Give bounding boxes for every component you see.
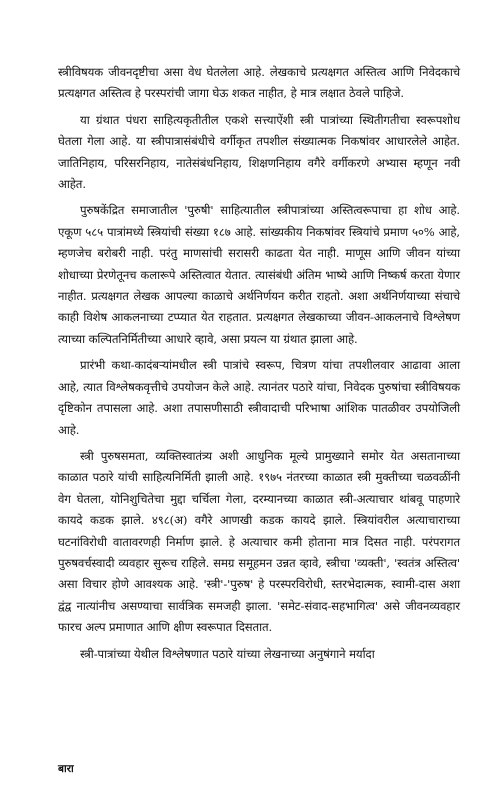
paragraph-6: स्त्री-पात्रांच्या येथील विश्लेषणात पठारे यांच्या लेखनाच्या अनुषंगाने मर्यादा <box>80 646 375 661</box>
paragraph-4: प्रारंभी कथा-कादंबऱ्यांमधील स्त्री पात्रांचे स्वरूप, चित्रण यांचा तपशीलवार आढावा आला आहे, त्यात विश्लेषकवृत्तीचे उपयोजन केले आहे. त्यानंतर पठारे यांचा, निवेदक पुरुषांचा स्त्रीविषयक दृष्टिकोन तपासला आहे. अशा तपासणीसाठी स्त्रीवादाची परिभाषा आंशिक पातळीवर उपयोजिली आहे. <box>58 358 460 437</box>
paragraph-5: स्त्री पुरुषसमता, व्यक्तिस्वातंत्र्य अशी आधुनिक मूल्ये प्रामुख्याने समोर येत असतानाच्या काळात पठारे यांची साहित्यनिर्मिती झाली आहे. १९७५ नंतरच्या काळात स्त्री मुक्तीच्या चळवळींनी वेग घेतला, योनिशुचितेचा मुद्दा चर्चिला गेला, दरम्यानच्या काळात स्त्री-अत्याचार थांबवू पाहणारे कायदे कडक झाले. ४९८(अ) वगैरे आणखी कडक कायदे झाले. स्त्रियांवरील अत्याचाराच्या घटनांविरोधी वातावरणही निर्माण झाले. हे अत्याचार कमी होताना मात्र दिसत नाही. परंपरागत पुरुषवर्चस्वादी व्यवहार सुरूच राहिले. समग्र समूहमन उन्नत व्हावे, स्त्रीचा 'व्यक्ती', 'स्वतंत्र अस्तित्व' असा विचार होणे आवश्यक आहे. 'स्त्री'-'पुरुष' हे परस्परविरोधी, स्तरभेदात्मक, स्वामी-दास अशा द्वंद्व नात्यांनीच असण्याचा सार्वत्रिक समजही झाला. 'समेट-संवाद-सहभागित्व' असे जीवनव्यवहार फारच अल्प प्रमाणात आणि क्षीण स्वरूपात दिसतात. <box>58 448 460 635</box>
paragraph-2: या ग्रंथात पंधरा साहित्यकृतीतील एकशे सत्त्याऐंशी स्त्री पात्रांच्या स्थितीगतीचा स्वरूपशोध घेतला गेला आहे. या स्त्रीपात्रासंबंधीचे वर्गीकृत तपशील संख्यात्मक निकषांवर आधारलेले आहेत. जातिनिहाय, परिसरनिहाय, नातेसंबंधनिहाय, शिक्षणनिहाय वगैरे वर्गीकरणे अभ्यास म्हणून नवी आहेत. <box>58 112 460 192</box>
page-number-label: बारा <box>58 763 74 775</box>
page-body <box>58 62 460 670</box>
paragraph-1: स्त्रीविषयक जीवनदृष्टीचा असा वेध घेतलेला आहे. लेखकाचे प्रत्यक्षगत अस्तित्व आणि निवेदकाचे प्रत्यक्षगत अस्तित्व हे परस्परांची जागा घेऊ शकत नाहीत, हे मात्र लक्षात ठेवले पाहिजे. <box>58 65 460 101</box>
paragraph-3: पुरुषकेंद्रित समाजातील 'पुरुषी' साहित्यातील स्त्रीपात्रांच्या अस्तित्वरूपाचा हा शोध आहे. एकूण ५८५ पात्रांमध्ये स्त्रियांची संख्या १८७ आहे. सांख्यकीय निकषांवर स्त्रियांचे प्रमाण ५०% आहे, म्हणजेच बरोबरी नाही. परंतु माणसांची सरासरी काढता येत नाही. माणूस आणि जीवन यांच्या शोधाच्या प्रेरणेतूनच कलारूपे अस्तित्वात येतात. त्यासंबंधी अंतिम भाष्ये आणि निष्कर्ष करता येणार नाहीत. प्रत्यक्षगत लेखक आपल्या काळाचे अर्थनिर्णयन करीत राहतो. अशा अर्थनिर्णयाच्या संचाचे काही विशेष आकलनाच्या टप्प्यात येत राहतात. प्रत्यक्षगत लेखकाच्या जीवन-आकलनाचे विश्लेषण त्याच्या कल्पितनिर्मितीच्या आधारे व्हावे, असा प्रयत्न या ग्रंथात झाला आहे. <box>58 203 460 346</box>
